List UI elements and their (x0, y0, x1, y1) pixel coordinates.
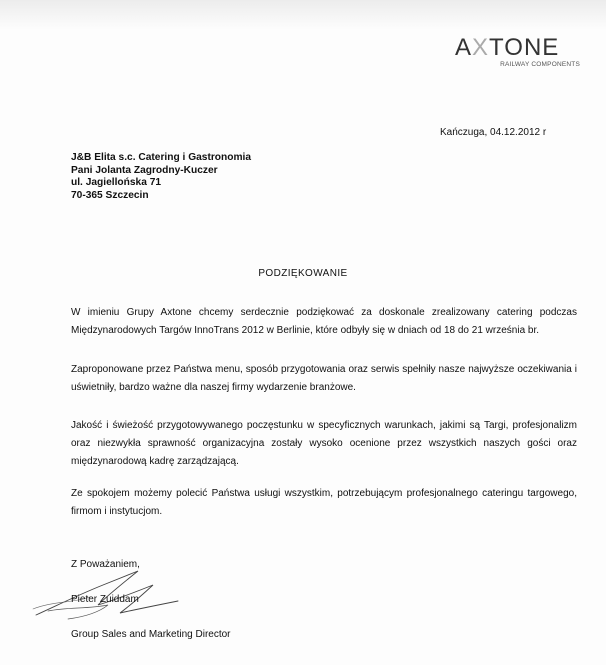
recipient-city: 70-365 Szczecin (71, 189, 149, 201)
signer-role: Group Sales and Marketing Director (71, 629, 231, 640)
logo-wordmark: AXTONE (455, 34, 560, 61)
recipient-company: J&B Elita s.c. Catering i Gastronomia (71, 152, 252, 163)
letter-heading: PODZIĘKOWANIE (258, 268, 348, 279)
paragraph-3: Jakość i świeżość przygotowywanego poczęstunku w specyficznych warunkach, jakimi są Targi, profesjonalizm oraz niezwykła sprawność organizacyjna zostały wysoko ocenione przez wszystkich naszych gości oraz międzynarodową kadrę zarządzającą. (71, 420, 577, 467)
scan-shadow (0, 0, 606, 30)
letter-date: Kańczuga, 04.12.2012 r (440, 127, 547, 138)
recipient-person: Pani Jolanta Zagrodny-Kuczer (71, 164, 218, 176)
closing-salutation: Z Poważaniem, (71, 559, 140, 570)
paragraph-1: W imieniu Grupy Axtone chcemy serdecznie podziękować za doskonale zrealizowany catering podczas Międzynarodowych Targów InnoTrans 2012 w Berlinie, które odbyły się w dniach od 18 do 21 września br. (71, 307, 577, 336)
signer-name: Pieter Zuiddam (71, 594, 139, 605)
paragraph-4: Ze spokojem możemy polecić Państwa usługi wszystkim, potrzebującym profesjonalnego cateringu targowego, firmom i instytucjom. (71, 488, 577, 517)
recipient-street: ul. Jagiellońska 71 (71, 177, 162, 188)
logo-tagline: RAILWAY COMPONENTS (500, 61, 580, 68)
company-logo (455, 36, 580, 68)
recipient-address (71, 152, 251, 202)
paragraph-2: Zaproponowane przez Państwa menu, sposób przygotowania oraz serwis spełniły nasze najwyższe oczekiwania i uświetniły, bardzo ważne dla naszej firmy wydarzenie branżowe. (71, 364, 577, 393)
